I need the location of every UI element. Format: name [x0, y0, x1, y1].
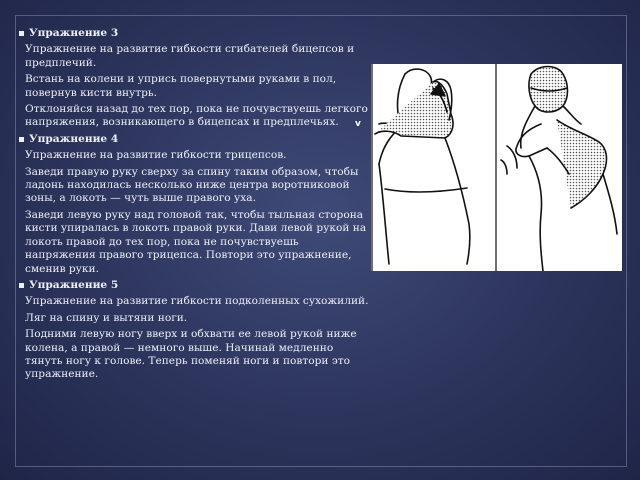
exercise-4-title: Упражнение 4	[29, 132, 119, 145]
exercise-3-step-2: Отклоняйся назад до тех пор, пока не почувствуешь легкого напряжения, возникающего в бицепсах и предплечьях.	[25, 103, 368, 129]
triceps-stretch-illustration	[355, 64, 622, 271]
exercise-5-heading	[19, 279, 371, 292]
exercise-4-heading	[19, 133, 371, 146]
exercise-4-step-1: Заведи правую руку сверху за спину таким образом, чтобы ладонь находилась несколько ниже центра воротниковой зоны, а локоть — чуть выше правого уха.	[25, 165, 359, 205]
bullet-icon	[19, 31, 24, 36]
illustration-label: v	[355, 119, 361, 129]
exercise-3-heading	[19, 27, 371, 40]
exercise-5-step-1: Ляг на спину и вытяни ноги.	[25, 311, 188, 324]
exercise-5-title: Упражнение 5	[29, 278, 119, 291]
exercise-5-step-2: Подними левую ногу вверх и обхвати ее левой рукой ниже колена, а правой — немного выше. Начинай медленно тянуть ногу к голове. Теперь поменяй ноги и повтори это упражнение.	[25, 328, 357, 381]
exercise-4-purpose: Упражнение на развитие гибкости трицепсов.	[25, 149, 287, 162]
exercise-4-step-2: Заведи левую руку над головой так, чтобы тыльная сторона кисти упиралась в локоть правой руки. Дави левой рукой на локоть правой до тех пор, пока не почувствуешь напряжения правого трицепса. Повтори это упражнение, сменив руки.	[25, 208, 367, 275]
exercise-5-purpose: Упражнение на развитие гибкости подколенных сухожилий.	[25, 295, 369, 308]
bullet-icon	[19, 137, 24, 142]
bullet-icon	[19, 283, 24, 288]
exercise-3-purpose: Упражнение на развитие гибкости сгибателей бицепсов и предплечий.	[25, 43, 355, 69]
exercise-3-step-1: Встань на колени и упрись повернутыми руками в пол, повернув кисти внутрь.	[25, 73, 337, 99]
stretch-figures-icon	[371, 64, 622, 271]
exercise-3-title: Упражнение 3	[29, 27, 119, 39]
exercise-text	[19, 27, 371, 385]
